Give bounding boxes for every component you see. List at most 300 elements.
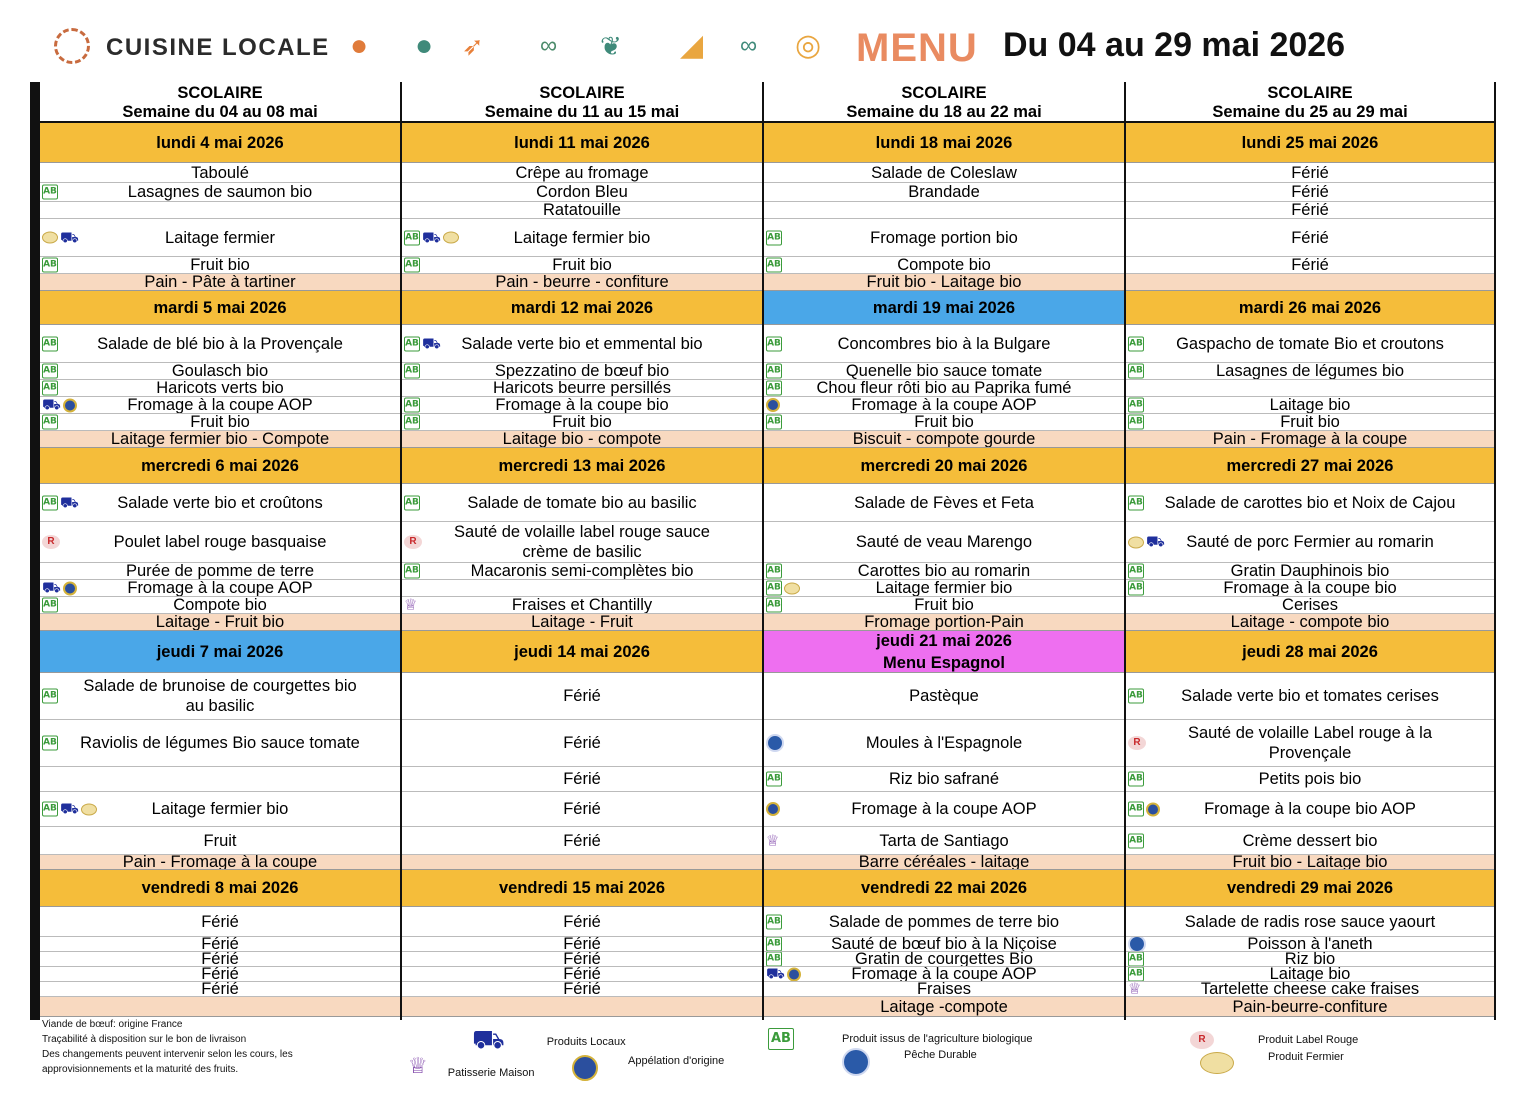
legend-labelrouge: R Produit Label Rouge — [1190, 1031, 1358, 1049]
footnote: Traçabilité à disposition sur le bon de livraison — [42, 1034, 247, 1045]
day-title: lundi 25 mai 2026 — [1241, 133, 1379, 152]
dish-row — [402, 380, 762, 397]
ab-icon: AB — [42, 381, 58, 396]
chef-hat-icon: ♕ — [404, 597, 418, 614]
ab-icon: AB — [766, 364, 782, 379]
dish-name: Férié — [563, 687, 601, 705]
dish-name: Poulet label rouge basquaise — [113, 533, 327, 551]
dish-row — [402, 792, 762, 827]
dish-row — [764, 397, 1124, 414]
plate-icon: ◎ — [795, 29, 822, 62]
dish-row — [764, 202, 1124, 219]
day-title: vendredi 8 mai 2026 — [141, 879, 299, 897]
dish-row — [402, 952, 762, 967]
dish-label-icons — [766, 564, 782, 579]
dish-row — [402, 325, 762, 363]
dish-name: Fromage à la coupe AOP — [851, 397, 1037, 414]
day-title: mercredi 13 mai 2026 — [498, 456, 666, 475]
label-rouge-icon: R — [42, 535, 60, 549]
dish-row — [1126, 183, 1494, 202]
dish-row — [402, 720, 762, 767]
dish-label-icons — [766, 772, 782, 787]
dish-name: Laitage fermier — [164, 228, 276, 247]
day-header — [764, 631, 1124, 673]
snack-row: Laitage - Fruit bio — [40, 614, 400, 631]
week-label: Semaine du 18 au 22 mai — [764, 103, 1124, 123]
dish-name: Poisson à l'aneth — [1247, 937, 1373, 952]
ab-icon: AB — [404, 230, 420, 245]
dish-row — [40, 982, 400, 997]
dish-row — [1126, 982, 1494, 997]
dish-label-icons — [766, 952, 782, 967]
day-title: jeudi 21 mai 2026 — [876, 631, 1012, 650]
tractor-icon: ⛟ — [60, 229, 79, 246]
dish-name: Laitage bio — [1269, 967, 1351, 982]
dish-row — [40, 563, 400, 580]
dish-row — [402, 937, 762, 952]
dish-name: Lasagnes de légumes bio — [1215, 363, 1405, 380]
dish-row — [1126, 597, 1494, 614]
ab-icon: AB — [1128, 581, 1144, 596]
day-header — [1126, 123, 1494, 163]
dish-name: Férié — [201, 967, 239, 982]
dish-name: Férié — [1291, 202, 1329, 219]
day-title: mardi 26 mai 2026 — [1238, 298, 1382, 317]
dish-label-icons — [766, 381, 782, 396]
dish-name: Férié — [1291, 257, 1329, 274]
ab-icon: AB — [42, 802, 58, 817]
dish-row — [1126, 967, 1494, 982]
dish-name: Compote bio — [897, 257, 991, 274]
dish-row — [764, 597, 1124, 614]
dish-label-icons — [1128, 772, 1144, 787]
dish-row — [402, 982, 762, 997]
dish-name: Cerises — [1282, 597, 1338, 614]
snack-row — [402, 855, 762, 870]
legend-patisserie: ♕ Patisserie Maison — [408, 1053, 535, 1079]
aop-icon — [63, 398, 77, 412]
dish-row — [40, 907, 400, 937]
peche-durable-icon — [1128, 937, 1146, 952]
tractor-icon: ⛟ — [422, 229, 441, 246]
dish-row — [402, 183, 762, 202]
dish-name: Fromage à la coupe AOP — [851, 967, 1037, 982]
dish-name: Fruit bio — [190, 257, 250, 274]
dish-row — [1126, 163, 1494, 183]
dish-name: Férié — [563, 952, 601, 967]
dish-row — [40, 183, 400, 202]
day-title: lundi 4 mai 2026 — [156, 133, 284, 152]
column-type-label: SCOLAIRE — [901, 83, 987, 102]
dish-row — [764, 937, 1124, 952]
ab-icon: AB — [1128, 967, 1144, 982]
dish-name: Crêpe au fromage — [515, 163, 649, 182]
dish-name: Fromage à la coupe bio — [495, 397, 669, 414]
ab-icon: AB — [42, 736, 58, 751]
menu-grid — [30, 82, 1496, 1020]
dish-row — [40, 937, 400, 952]
dish-label-icons — [42, 736, 58, 751]
dish-name: Salade de carottes bio et Noix de Cajou — [1164, 493, 1456, 512]
tractor-icon: ⛟ — [472, 1024, 505, 1054]
column-type-label: SCOLAIRE — [1267, 83, 1353, 102]
footnotes — [42, 1017, 293, 1077]
chef-hat-icon: ♕ — [766, 832, 780, 849]
dish-row — [764, 792, 1124, 827]
menu-period: Du 04 au 29 mai 2026 — [1003, 26, 1346, 64]
dish-label-icons — [1128, 689, 1144, 704]
dish-row — [40, 325, 400, 363]
dish-row — [1126, 720, 1494, 767]
dish-name: Férié — [201, 982, 239, 997]
fermier-icon — [443, 232, 459, 244]
dish-row — [1126, 219, 1494, 257]
dish-name: Sauté de veau Marengo — [855, 533, 1033, 551]
dish-label-icons — [1128, 581, 1144, 596]
dish-row — [40, 397, 400, 414]
dish-label-icons — [766, 398, 780, 412]
dish-name: Fraises et Chantilly — [511, 597, 653, 614]
dish-row — [764, 580, 1124, 597]
dish-name: Sauté de porc Fermier au romarin — [1186, 533, 1434, 551]
footnote: approvisionnements et la maturité des fruits. — [42, 1064, 239, 1075]
week-label: Semaine du 25 au 29 mai — [1126, 103, 1494, 123]
dish-label-icons — [404, 364, 420, 379]
ab-icon: AB — [404, 258, 420, 273]
dish-row — [1126, 484, 1494, 522]
dish-name: Férié — [563, 982, 601, 997]
legend-aop: Appélation d'origine — [572, 1055, 724, 1081]
dish-name: Fruit bio — [190, 414, 250, 431]
day-header — [402, 448, 762, 484]
dish-label-icons — [766, 914, 782, 929]
dish-name: Pastèque — [909, 687, 979, 705]
dish-row — [40, 792, 400, 827]
dish-name: Fromage à la coupe bio — [1223, 580, 1397, 597]
herb-icon: ∞ — [540, 32, 558, 59]
snack-row: Fruit bio - Laitage bio — [1126, 855, 1494, 870]
dish-row — [764, 363, 1124, 380]
brand-logo-icon — [54, 28, 90, 64]
snack-row: Barre céréales - laitage — [764, 855, 1124, 870]
ab-icon: AB — [42, 185, 58, 200]
dish-label-icons — [404, 598, 417, 613]
dish-name: Moules à l'Espagnole — [865, 734, 1023, 752]
day-header — [40, 123, 400, 163]
snack-row: Laitage fermier bio - Compote — [40, 431, 400, 448]
dish-name: Compote bio — [173, 597, 267, 614]
dish-row — [402, 967, 762, 982]
dish-row — [1126, 380, 1494, 397]
dish-name: Sauté de volaille Label rouge à la Provençale — [1187, 724, 1432, 762]
ab-icon: AB — [766, 937, 782, 952]
dish-row — [402, 202, 762, 219]
dish-name: Tarta de Santiago — [879, 831, 1009, 850]
dish-row — [40, 580, 400, 597]
page-header — [0, 0, 1536, 82]
dish-label-icons — [42, 364, 58, 379]
day-header — [402, 291, 762, 325]
dish-row — [1126, 673, 1494, 720]
dish-name: Lasagnes de saumon bio — [127, 183, 313, 201]
day-title: jeudi 14 mai 2026 — [514, 642, 650, 661]
dish-row — [1126, 827, 1494, 855]
dish-name: Spezzatino de bœuf bio — [494, 363, 670, 380]
dish-name: Sauté de bœuf bio à la Niçoise — [831, 937, 1057, 952]
ab-icon: AB — [766, 772, 782, 787]
dish-row — [1126, 952, 1494, 967]
dish-label-icons — [1128, 336, 1144, 351]
dish-name: Férié — [563, 967, 601, 982]
ab-icon: AB — [404, 364, 420, 379]
dish-label-icons — [1128, 802, 1160, 817]
dish-name: Laitage fermier bio — [151, 800, 289, 818]
dish-name: Raviolis de légumes Bio sauce tomate — [80, 734, 360, 752]
ab-icon: AB — [42, 415, 58, 430]
dish-name: Macaronis semi-complètes bio — [470, 563, 694, 580]
dish-row — [1126, 792, 1494, 827]
tractor-icon: ⛟ — [60, 800, 79, 818]
dish-name: Ratatouille — [543, 202, 621, 219]
dish-name: Quenelle bio sauce tomate — [845, 363, 1043, 380]
dish-row — [1126, 907, 1494, 937]
legend-local: ⛟ Produits Locaux — [472, 1024, 626, 1059]
dish-name: Cordon Bleu — [536, 183, 628, 201]
dish-row — [40, 827, 400, 855]
day-title: mardi 12 mai 2026 — [510, 298, 654, 317]
dish-label-icons — [42, 415, 58, 430]
dish-label-icons — [404, 336, 441, 351]
dish-name: Fraises — [916, 982, 972, 997]
dish-label-icons — [42, 598, 58, 613]
snack-row: Biscuit - compote gourde — [764, 431, 1124, 448]
dish-name: Petits pois bio — [1258, 770, 1362, 788]
dish-label-icons — [1128, 535, 1165, 550]
dish-label-icons — [1128, 937, 1146, 952]
dish-name: Salade de pommes de terre bio — [828, 912, 1060, 931]
dish-label-icons — [404, 564, 420, 579]
chef-hat-icon: ♕ — [408, 1053, 428, 1078]
dish-name: Fruit bio — [1280, 414, 1340, 431]
dish-row — [1126, 325, 1494, 363]
day-title: mercredi 27 mai 2026 — [1226, 456, 1394, 475]
dish-row — [40, 163, 400, 183]
ab-icon: AB — [404, 336, 420, 351]
dish-name: Fruit bio — [914, 597, 974, 614]
dish-label-icons — [1128, 564, 1144, 579]
dish-name: Férié — [1291, 183, 1329, 201]
dish-label-icons — [1128, 967, 1144, 982]
ab-icon: AB — [42, 336, 58, 351]
dish-row — [1126, 397, 1494, 414]
day-header — [1126, 870, 1494, 907]
dish-name: Fromage à la coupe AOP — [851, 800, 1037, 818]
dish-name: Riz bio — [1284, 952, 1336, 967]
snack-row — [1126, 274, 1494, 291]
dish-name: Goulasch bio — [171, 363, 269, 380]
dish-row — [402, 522, 762, 563]
dish-name: Purée de pomme de terre — [125, 563, 315, 580]
dish-label-icons — [42, 535, 60, 549]
dish-row — [40, 967, 400, 982]
dish-label-icons — [766, 415, 782, 430]
ab-icon: AB — [1128, 833, 1144, 848]
dish-row — [764, 414, 1124, 431]
dish-label-icons — [766, 734, 784, 752]
pepper-icon: ● — [350, 29, 369, 62]
dish-row — [402, 563, 762, 580]
dish-row — [40, 720, 400, 767]
dish-label-icons — [1128, 952, 1144, 967]
ab-icon: AB — [766, 230, 782, 245]
ab-icon: AB — [766, 415, 782, 430]
dish-label-icons — [1128, 364, 1144, 379]
ab-icon: AB — [1128, 952, 1144, 967]
ab-icon: AB — [42, 598, 58, 613]
ab-icon: AB — [1128, 336, 1144, 351]
dish-name: Salade verte bio et tomates cerises — [1181, 687, 1439, 705]
dish-label-icons — [404, 398, 420, 413]
dish-row — [764, 952, 1124, 967]
dish-row — [402, 397, 762, 414]
day-header — [40, 448, 400, 484]
snack-row: Pain - Fromage à la coupe — [40, 855, 400, 870]
day-header — [764, 123, 1124, 163]
dish-name: Tartelette cheese cake fraises — [1200, 982, 1420, 997]
dish-name: Salade verte bio et emmental bio — [461, 334, 703, 353]
day-header — [1126, 291, 1494, 325]
ab-icon: AB — [766, 952, 782, 967]
dish-row — [40, 363, 400, 380]
tractor-icon: ⛟ — [766, 967, 785, 982]
week-label: Semaine du 04 au 08 mai — [40, 103, 400, 123]
dish-name: Férié — [563, 770, 601, 788]
dish-name: Brandade — [908, 183, 980, 201]
dish-row — [402, 673, 762, 720]
dish-name: Laitage fermier bio — [875, 580, 1013, 597]
tractor-icon: ⛟ — [42, 397, 61, 414]
dish-name: Laitage fermier bio — [513, 228, 651, 247]
dish-name: Fruit bio — [552, 257, 612, 274]
day-header — [1126, 448, 1494, 484]
day-title: mercredi 6 mai 2026 — [141, 456, 299, 475]
snack-row: Laitage -compote — [764, 997, 1124, 1017]
dish-name: Fromage à la coupe AOP — [127, 580, 313, 597]
ab-icon: AB — [766, 564, 782, 579]
menu-title: MENU — [856, 26, 978, 70]
ab-icon: AB — [404, 564, 420, 579]
dish-name: Férié — [201, 937, 239, 952]
brand-name: CUISINE LOCALE — [106, 34, 330, 61]
day-title: lundi 11 mai 2026 — [514, 133, 650, 152]
aop-icon — [63, 581, 77, 595]
footnote: Viande de bœuf: origine France — [42, 1019, 183, 1030]
snack-row: Laitage - Fruit — [402, 614, 762, 631]
legend-peche: Pêche Durable — [842, 1048, 977, 1076]
aop-icon — [1146, 802, 1160, 816]
dish-row — [402, 163, 762, 183]
aop-icon — [766, 398, 780, 412]
ab-icon: AB — [404, 415, 420, 430]
dish-row — [764, 767, 1124, 792]
dish-row — [1126, 767, 1494, 792]
ab-icon: AB — [1128, 495, 1144, 510]
dish-row — [40, 219, 400, 257]
dish-name: Laitage bio — [1269, 397, 1351, 414]
dish-label-icons — [42, 802, 97, 817]
dish-name: Fruit bio — [914, 414, 974, 431]
dish-row — [402, 484, 762, 522]
dish-label-icons — [42, 230, 79, 245]
dish-name: Fruit — [203, 831, 237, 850]
dish-row — [402, 827, 762, 855]
dish-row — [764, 907, 1124, 937]
dish-name: Salade de brunoise de courgettes bio au basilic — [83, 677, 357, 715]
dish-name: Férié — [1291, 163, 1329, 182]
day-title: mardi 19 mai 2026 — [872, 298, 1016, 317]
dish-row — [40, 380, 400, 397]
day-title: vendredi 22 mai 2026 — [860, 879, 1027, 897]
dish-row — [40, 257, 400, 274]
week-column — [402, 82, 764, 1020]
ab-icon: AB — [766, 581, 782, 596]
dish-label-icons — [766, 581, 800, 596]
legend-bio: AB Produit issus de l'agriculture biologique — [768, 1028, 1032, 1050]
dish-label-icons — [766, 598, 782, 613]
dish-row — [40, 414, 400, 431]
dish-label-icons — [1128, 982, 1141, 997]
snack-row: Fromage portion-Pain — [764, 614, 1124, 631]
dish-row — [1126, 202, 1494, 219]
leaf-icon: ❦ — [600, 31, 622, 61]
dish-name: Fromage à la coupe AOP — [127, 397, 313, 414]
peche-durable-icon — [766, 734, 784, 752]
dish-name: Salade de blé bio à la Provençale — [97, 334, 343, 353]
day-header — [40, 291, 400, 325]
footnote: Des changements peuvent intervenir selon les cours, les — [42, 1049, 293, 1060]
ab-icon: AB — [766, 598, 782, 613]
ab-icon: AB — [766, 914, 782, 929]
snack-row: Pain - Fromage à la coupe — [1126, 431, 1494, 448]
day-title: jeudi 28 mai 2026 — [1242, 642, 1378, 661]
tractor-icon: ⛟ — [42, 580, 61, 597]
dish-label-icons — [42, 381, 58, 396]
chef-hat-icon: ♕ — [1128, 982, 1142, 997]
dish-row — [764, 380, 1124, 397]
dish-row — [1126, 414, 1494, 431]
dish-row — [402, 219, 762, 257]
dish-name: Carottes bio au romarin — [857, 563, 1031, 580]
dish-label-icons — [404, 535, 422, 549]
dish-row — [764, 522, 1124, 563]
dish-name: Taboulé — [191, 163, 249, 182]
dish-label-icons — [766, 258, 782, 273]
dish-name: Férié — [201, 912, 239, 931]
dish-label-icons — [42, 495, 79, 510]
dish-name: Sauté de volaille label rouge sauce crème de basilic — [454, 523, 710, 561]
dish-name: Salade de Coleslaw — [871, 163, 1017, 182]
dish-row — [764, 563, 1124, 580]
dish-row — [402, 597, 762, 614]
dish-row — [40, 522, 400, 563]
day-header — [1126, 631, 1494, 673]
day-title: vendredi 29 mai 2026 — [1226, 879, 1393, 897]
tomato-icon: ● — [415, 29, 434, 62]
dish-label-icons — [766, 937, 782, 952]
ab-icon: AB — [766, 258, 782, 273]
dish-name: Férié — [563, 800, 601, 818]
dish-row — [764, 673, 1124, 720]
